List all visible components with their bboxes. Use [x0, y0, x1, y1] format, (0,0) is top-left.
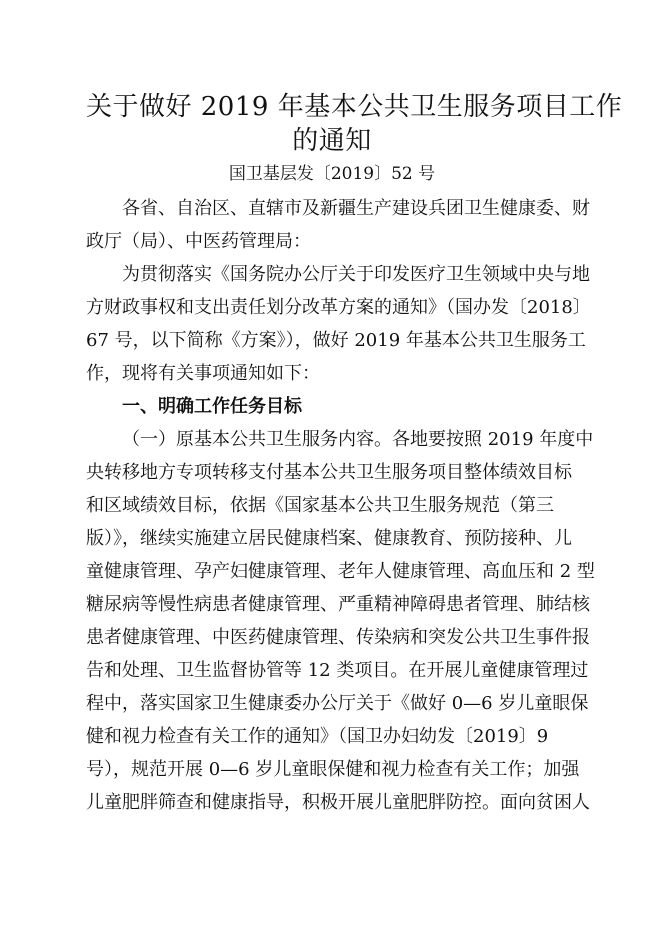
paragraph-line: 告和处理、卫生监督协管等 12 类项目。在开展儿童健康管理过: [86, 660, 589, 681]
document-number: 国卫基层发〔2019〕52 号: [228, 164, 436, 184]
document-page: [86, 90, 623, 819]
paragraph-line: 患者健康管理、中医药健康管理、传染病和突发公共卫生事件报: [86, 627, 590, 648]
title-line-1: 关于做好 2019 年基本公共卫生服务项目工作: [86, 92, 623, 122]
title-line-2: 的通知: [292, 126, 372, 156]
paragraph-line: 作，现将有关事项通知如下：: [86, 363, 320, 384]
paragraph-line: 67 号，以下简称《方案》），做好 2019 年基本公共卫生服务工: [86, 330, 586, 351]
paragraph-line: 为贯彻落实《国务院办公厅关于印发医疗卫生领域中央与地: [122, 264, 590, 285]
salutation-line: 政厅（局）、中医药管理局：: [86, 231, 311, 252]
paragraph-line: 和区域绩效目标，依据《国家基本公共卫生服务规范（第三: [86, 495, 554, 516]
paragraph-line: 童健康管理、孕产妇健康管理、老年人健康管理、高血压和 2 型: [86, 561, 595, 582]
paragraph-line: 健和视力检查有关工作的通知》（国卫办妇幼发〔2019〕9: [86, 726, 549, 747]
paragraph-line: 儿童肥胖筛查和健康指导，积极开展儿童肥胖防控。面向贫困人: [86, 792, 590, 813]
paragraph-line: 程中，落实国家卫生健康委办公厅关于《做好 0—6 岁儿童眼保: [86, 693, 589, 714]
section-heading: 一、明确工作任务目标: [122, 396, 302, 417]
paragraph-line: 糖尿病等慢性病患者健康管理、严重精神障碍患者管理、肺结核: [86, 594, 590, 615]
paragraph-line: 号），规范开展 0—6 岁儿童眼保健和视力检查有关工作；加强: [86, 759, 580, 780]
salutation: [86, 192, 590, 258]
paragraph-line: （一）原基本公共卫生服务内容。各地要按照 2019 年度中: [122, 429, 594, 450]
section1-paragraph: [86, 423, 595, 819]
salutation-line: 各省、自治区、直辖市及新疆生产建设兵团卫生健康委、财: [122, 198, 590, 219]
intro-paragraph: [86, 258, 591, 390]
paragraph-line: 版）》，继续实施建立居民健康档案、健康教育、预防接种、儿: [86, 528, 572, 549]
paragraph-line: 央转移地方专项转移支付基本公共卫生服务项目整体绩效目标: [86, 462, 572, 483]
document-title: [86, 90, 623, 158]
paragraph-line: 方财政事权和支出责任划分改革方案的通知》（国办发〔2018〕: [86, 297, 591, 318]
